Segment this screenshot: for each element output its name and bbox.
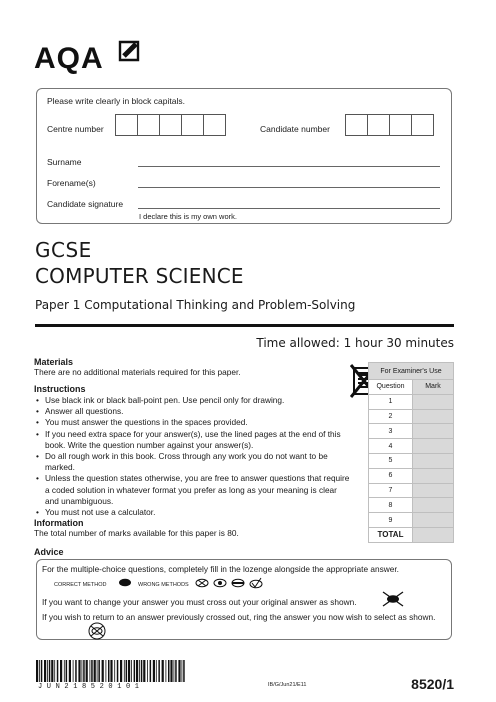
mark-column-header: Mark: [413, 380, 454, 395]
table-row: [369, 453, 454, 468]
table-row: [369, 394, 454, 409]
question-number: 8: [369, 498, 413, 513]
signature-label: Candidate signature: [47, 199, 124, 209]
wrong-methods-label: WRONG METHODS: [138, 582, 189, 588]
question-number: 6: [369, 468, 413, 483]
candidate-number-label: Candidate number: [260, 124, 330, 134]
wrong-lozenges-icon: [194, 577, 266, 589]
advice-heading: Advice: [34, 547, 64, 557]
signature-field[interactable]: [138, 208, 440, 209]
question-number: 4: [369, 439, 413, 454]
question-number: 2: [369, 409, 413, 424]
paper-title: Paper 1 Computational Thinking and Problem-Solving: [35, 298, 356, 312]
surname-label: Surname: [47, 157, 82, 167]
table-row: [369, 424, 454, 439]
correct-method-label: CORRECT METHOD: [54, 582, 107, 588]
qualification-level: GCSE: [35, 238, 92, 262]
total-label: TOTAL: [369, 527, 413, 542]
mark-cell: [413, 424, 454, 439]
candidate-number-field[interactable]: [346, 114, 434, 136]
barcode-icon: [36, 660, 186, 682]
examiners-use-table: [368, 362, 454, 543]
information-text: The total number of marks available for this paper is 80.: [34, 528, 239, 538]
table-row: [369, 439, 454, 454]
instruction-item: • Use black ink or black ball-point pen. Use pencil only for drawing.: [45, 395, 350, 406]
forename-field[interactable]: [138, 187, 440, 188]
question-number: 3: [369, 424, 413, 439]
mark-cell: [413, 453, 454, 468]
centre-number-field[interactable]: [116, 114, 226, 136]
title-rule: [35, 324, 454, 327]
aqa-logo: AQA: [34, 42, 104, 75]
mark-cell: [413, 498, 454, 513]
ringed-lozenge-icon: [86, 622, 108, 640]
subject-title: COMPUTER SCIENCE: [35, 264, 244, 288]
examiners-use-title: For Examiner's Use: [369, 363, 454, 380]
ib-code: IB/G/Jun21/E11: [268, 682, 307, 688]
forename-label: Forename(s): [47, 178, 96, 188]
declaration-text: I declare this is my own work.: [139, 212, 237, 221]
table-row: [369, 468, 454, 483]
question-number: 7: [369, 483, 413, 498]
crossed-lozenge-icon: [382, 591, 404, 607]
advice-line-1: For the multiple-choice questions, completely fill in the lozenge alongside the appropriate answer.: [42, 564, 399, 574]
total-mark-cell: [413, 527, 454, 542]
instruction-item: • Unless the question states otherwise, you are free to answer questions that require a coded solution in whatever format you prefer as long as your meaning is clear and unambiguous.: [45, 473, 350, 507]
advice-line-3: If you wish to return to an answer previously crossed out, ring the answer you now wish to select as shown.: [42, 612, 436, 622]
advice-line-2: If you want to change your answer you must cross out your original answer as shown.: [42, 597, 357, 607]
instruction-item: • Answer all questions.: [45, 406, 350, 417]
block-capitals-instruction: Please write clearly in block capitals.: [47, 96, 185, 106]
table-row: [369, 483, 454, 498]
mark-cell: [413, 439, 454, 454]
instructions-list: [35, 395, 350, 518]
mark-cell: [413, 394, 454, 409]
instructions-heading: Instructions: [34, 384, 86, 394]
materials-heading: Materials: [34, 357, 74, 367]
mark-cell: [413, 513, 454, 528]
instruction-item: • Do all rough work in this book. Cross through any work you do not want to be marked.: [45, 451, 350, 473]
table-row: [369, 409, 454, 424]
mark-cell: [413, 483, 454, 498]
table-row: [369, 498, 454, 513]
question-number: 9: [369, 513, 413, 528]
instruction-item: • If you need extra space for your answer(s), use the lined pages at the end of this book. Write the question number against your answer(s).: [45, 429, 350, 451]
instruction-item: • You must not use a calculator.: [45, 507, 350, 518]
mark-cell: [413, 468, 454, 483]
mark-cell: [413, 409, 454, 424]
materials-text: There are no additional materials required for this paper.: [34, 367, 241, 377]
instruction-item: • You must answer the questions in the spaces provided.: [45, 417, 350, 428]
table-row: [369, 513, 454, 528]
aqa-logo-mark-icon: [118, 40, 140, 62]
centre-number-label: Centre number: [47, 124, 104, 134]
barcode-text: JUN218520101: [38, 683, 144, 691]
surname-field[interactable]: [138, 166, 440, 167]
question-number: 1: [369, 394, 413, 409]
information-heading: Information: [34, 518, 84, 528]
filled-lozenge-icon: [118, 578, 132, 587]
paper-code: 8520/1: [411, 676, 454, 692]
time-allowed: Time allowed: 1 hour 30 minutes: [256, 336, 454, 350]
question-number: 5: [369, 453, 413, 468]
question-column-header: Question: [369, 380, 413, 395]
